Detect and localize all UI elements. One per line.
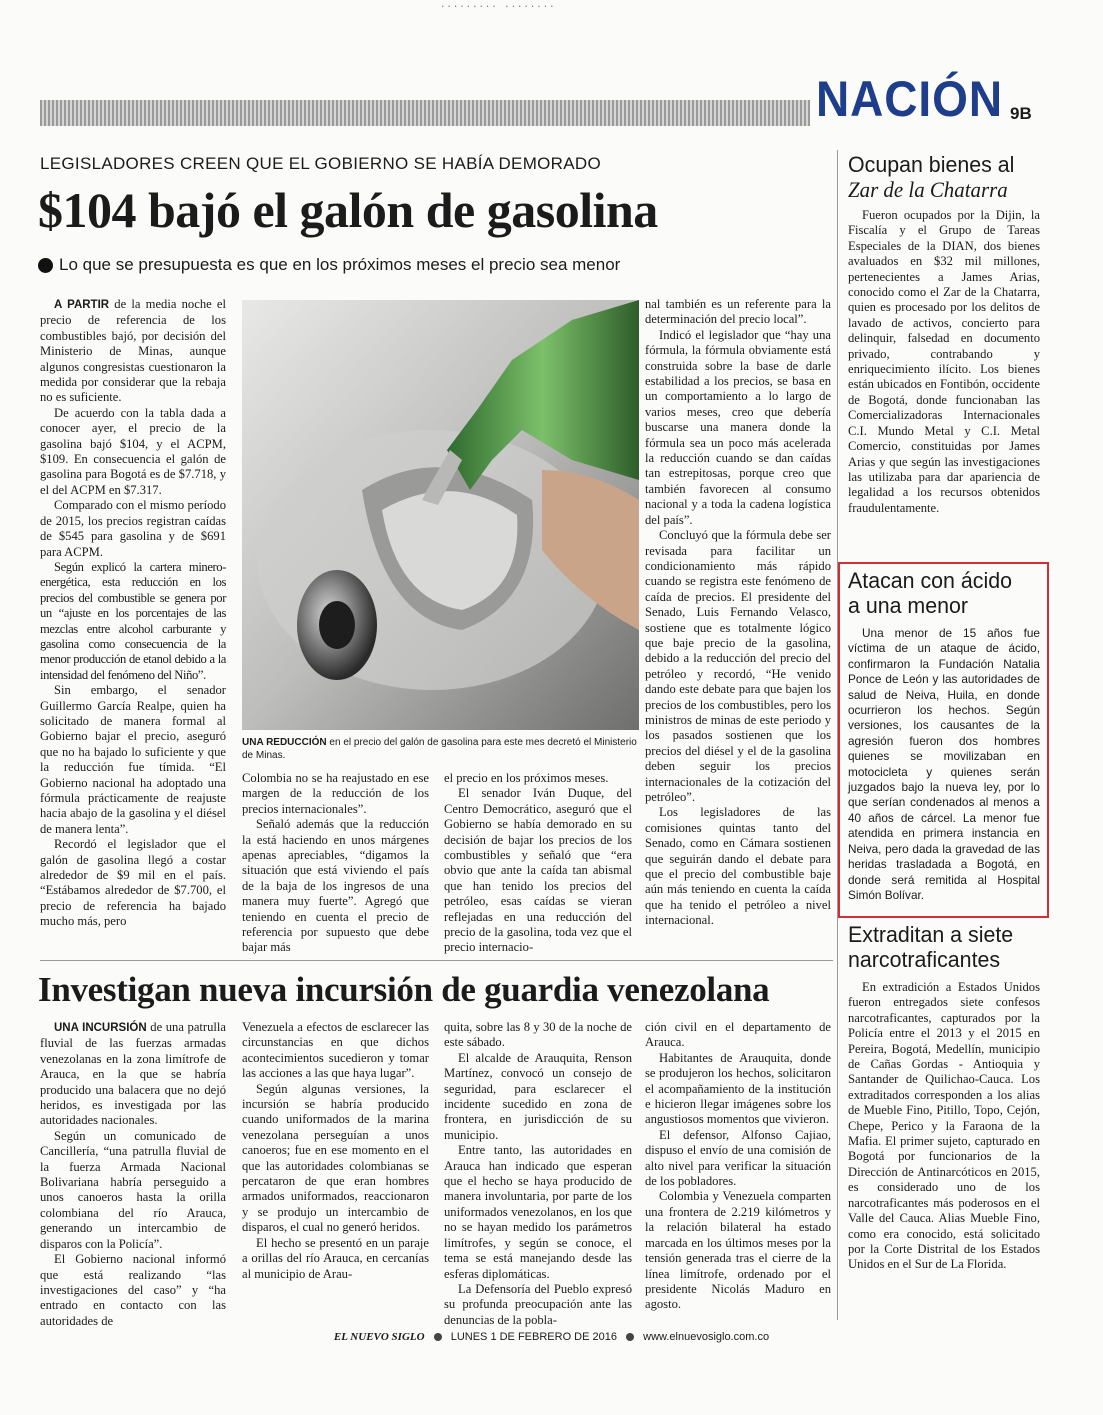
paragraph: De acuerdo con la tabla dada a conocer ayer, el precio de la gasolina bajó $104, y el ACPM, $109. En consecuencia el galón de gasolina para Bogotá es de $7.718, y el del ACPM en $7.317. xyxy=(40,405,226,497)
paragraph: ción civil en el departamento de Arauca. xyxy=(645,1020,831,1050)
paragraph: Una menor de 15 años fue víctima de un ataque de ácido, confirmaron la Fundación Natalia Ponce de León y las autoridades de salud de Neiva, Huila, en donde ocurrieron los hechos. Según versiones, los causantes de la agresión fueron dos hombres quienes se movilizaban en motocicleta y quienes serán juzgados bajo la nueva ley, por lo que serían condenados al menos a 40 años de cárcel. La menor fue atendida en primera instancia en Neiva, pero dada la gravedad de las heridas trasladada a Bogotá, en donde será remitida al Hospital Simón Bolívar. xyxy=(848,626,1040,902)
paragraph: de una patrulla fluvial de las fuerzas armadas venezolanas en la zona limítrofe de Arauca, en la que se habría producido una balacera que no dejó heridos, es investigada por las autoridades nacionales. xyxy=(40,1020,226,1128)
second-lead-word: UNA INCURSIÓN xyxy=(54,1022,147,1034)
brief-title-line: a una menor xyxy=(848,593,969,618)
paragraph: El defensor, Alfonso Cajiao, dispuso el envío de una comisión de alto nivel para verificar la situación de los pobladores. xyxy=(645,1127,831,1189)
second-headline: Investigan nueva incursión de guardia venezolana xyxy=(38,970,770,1009)
paragraph: El Gobierno nacional informó que está realizando “las investigaciones del caso” y “ha entrado en contacto con las autoridades de xyxy=(40,1252,226,1328)
paragraph: Colombia no se ha reajustado en ese margen de la reducción de los precios internacionales”. xyxy=(242,771,429,816)
dot-icon xyxy=(626,1333,634,1341)
main-column-2 xyxy=(242,771,429,956)
story-divider xyxy=(40,960,833,961)
brief-title-line: Zar de la Chatarra xyxy=(848,177,1008,202)
paragraph: En extradición a Estados Unidos fueron entregados siete confesos narcotraficantes, capturados por la Policía entre el 2013 y el 2015 en Pereira, Bogotá, Medellín, municipio de Cañas Gordas - Antioquia y Santander de Quilichao-Cauca. Los extraditados corresponden a los alias de Mueble Fino, Pitillo, Topo, Cejón, Chepe, Perico y la Faraona de la Mafia. El primer sujeto, capturado en Bogotá por funcionarios de la Dirección de Antinarcóticos en 2015, es considerado uno de los narcotraficantes más poderosos en el Valle del Cauca. Alias Mueble Fino, como era conocido, está solicitado por la Corte Distrital de los Estados Unidos en el Sur de La Florida. xyxy=(848,980,1040,1272)
photo-svg xyxy=(242,300,639,730)
second-column-1 xyxy=(40,1020,226,1329)
paragraph: Fueron ocupados por la Dijin, la Fiscalía y el Grupo de Tareas Especiales de la DIAN, dos bienes avaluados en $32 mil millones, pertenecientes a James Arias, conocido como el Zar de la Chatarra, quien es procesado por los delitos de lavado de activos, concierto para delinquir, falsedad en documento privado, contrabando y enriquecimiento ilícito. Los bienes están ubicados en Fontibón, occidente de Bogotá, donde funcionaban las Comercializadoras Internacionales C.I. Mundo Metal y C.I. Metal Comercio, constituidas por James Arias y que según las investigaciones las utilizaba para dar apariencia de legalidad a los recursos obtenidos fraudulentamente. xyxy=(848,208,1041,515)
paragraph: Según un comunicado de Cancillería, “una patrulla fluvial de la fuerza Armada Nacional Bolivariana habría perseguido a unos canoeros hasta la orilla colombiana del río Arauca, generando un intercambio de disparos con la Policía”. xyxy=(40,1128,226,1251)
brief-body xyxy=(848,208,1040,516)
main-column-3 xyxy=(444,771,632,956)
brief-title xyxy=(848,568,1030,618)
paragraph: Comparado con el mismo período de 2015, los precios registran caídas de $545 para gasolina y de $691 para ACPM. xyxy=(40,498,226,559)
brief-title xyxy=(848,152,1030,202)
black-dot-icon xyxy=(38,258,53,273)
main-headline: $104 bajó el galón de gasolina xyxy=(38,182,658,238)
section-title: NACIÓN xyxy=(816,71,1003,127)
brief-body xyxy=(848,980,1040,1273)
paragraph: quita, sobre las 8 y 30 de la noche de este sábado. xyxy=(444,1020,632,1050)
paragraph: nal también es un referente para la determinación del precio local”. xyxy=(645,297,831,327)
footer-url[interactable]: www.elnuevosiglo.com.co xyxy=(643,1331,770,1343)
page-footer xyxy=(0,1331,1103,1343)
paragraph: Recordó el legislador que el galón de gasolina llegó a costar alrededor de $9 mil en el país. “Estábamos alrededor de $7.700, el precio de referencia ha bajado mucho más, pero xyxy=(40,837,226,929)
main-column-4 xyxy=(645,297,831,929)
paragraph: La Defensoría del Pueblo expresó su profunda preocupación ante las denuncias de la pobla- xyxy=(444,1281,632,1327)
photo-caption xyxy=(242,736,639,762)
brief-ataque-acido xyxy=(848,568,1040,903)
brief-title-line: Atacan con ácido xyxy=(848,568,1012,593)
paragraph: Según algunas versiones, la incursión se habría producido cuando uniformados de la marina venezolana perseguían a unos canoeros; fue en ese momento en el que las autoridades colombianas se percataron de que eran hombres armados uniformados, reaccionaron y se produjo un intercambio de disparos, el cual no generó heridos. xyxy=(242,1081,429,1235)
paragraph: El senador Iván Duque, del Centro Democrático, aseguró que el Gobierno se había demorado en su decisión de bajar los precios de los combustibles y señaló que “era obvio que ante la caída tan abismal que han tenido los precios del petróleo, esas caídas se vieran reflejadas en una reducción del precio de la gasolina, toda vez que el precio internacio- xyxy=(444,786,632,955)
caption-text: en el precio del galón de gasolina para este mes decretó el Ministerio de Minas. xyxy=(242,737,637,761)
paragraph: de la media noche el precio de referencia de los combustibles bajó, por decisión del Ministerio de Minas, aunque algunos congresistas cuestionaron la medida por considerar que la rebaja no es suficiente. xyxy=(40,297,226,405)
second-column-2 xyxy=(242,1020,429,1282)
main-kicker: LEGISLADORES CREEN QUE EL GOBIERNO SE HABÍA DEMORADO xyxy=(40,154,601,173)
brief-title xyxy=(848,922,1030,972)
paragraph: Según explicó la cartera minero-energética, esta reducción en los precios del combustible se genera por un “ajuste en los porcentajes de las mezclas entre alcohol carburante y gasolina como consecuencia de la menor producción de etanol debido a la intensidad del fenómeno del Niño”. xyxy=(40,559,226,682)
main-subhead xyxy=(38,255,620,275)
dot-icon xyxy=(434,1333,442,1341)
paragraph: Los legisladores de las comisiones quintas tanto del Senado, como en Cámara sostienen que seguirán dando el debate para que el precio del combustible baje aún más teniendo en cuenta la caída que ha tenido el petróleo a nivel internacional. xyxy=(645,805,831,928)
newspaper-logo: EL NUEVO SIGLO xyxy=(333,1331,425,1343)
page-number: 9B xyxy=(1010,104,1032,123)
main-column-1 xyxy=(40,297,226,930)
page-top-fragment: ......... ........ xyxy=(440,0,556,10)
second-column-3 xyxy=(444,1020,632,1328)
paragraph: Habitantes de Arauquita, donde se produjeron los hechos, solicitaron el acompañamiento de la institución e hicieron llegar imágenes sobre los angustiosos momentos que vivieron. xyxy=(645,1050,831,1127)
brief-title-line: Extraditan a siete xyxy=(848,922,1014,947)
brief-body xyxy=(848,626,1040,903)
second-column-4 xyxy=(645,1020,831,1313)
paragraph: El hecho se presentó en un paraje a orillas del río Arauca, en cercanías al municipio de Arau- xyxy=(242,1235,429,1281)
paragraph: el precio en los próximos meses. xyxy=(444,771,609,785)
paragraph: Señaló además que la reducción la está haciendo en unos márgenes apenas apreciables, “digamos la situación que está viviendo el país de la baja de los ingresos de una manera muy fuerte”. Agregó que teniendo en cuenta el precio de referencia por supuesto que debe bajar más xyxy=(242,817,429,955)
footer-date: LUNES 1 DE FEBRERO DE 2016 xyxy=(450,1331,617,1343)
fuel-nozzle-photo xyxy=(242,300,639,730)
paragraph: Venezuela a efectos de esclarecer las circunstancias en que dichos acontecimientos sucedieron y tomar las acciones a las que haya lugar”. xyxy=(242,1020,429,1081)
paragraph: Sin embargo, el senador Guillermo García Realpe, quien ha solicitado de manera formal al Gobierno bajar el precio, aseguró que no ha bajado lo suficiente y que la reducción fue tímida. “El Gobierno nacional ha adoptado una fórmula prácticamente de reajuste hacia abajo de la gasolina y el diésel de manera lenta”. xyxy=(40,683,226,836)
paragraph: El alcalde de Arauquita, Renson Martínez, convocó un consejo de seguridad, para esclarecer el incidente sucedido en zona de frontera, en jurisdicción de su municipio. xyxy=(444,1050,632,1142)
paragraph: Indicó el legislador que “hay una fórmula, la fórmula obviamente está construida sobre la base de darle estabilidad a los precios, se basa en un comportamiento a lo largo de varios meses, creo que debería buscarse una manera donde la fórmula sea un poco más acelerada la reducción cuando se dan caídas tan estrepitosas, porque creo que también favorecen al consumo nacional y a toda la cadena logística del país”. xyxy=(645,327,831,527)
caption-lead: UNA REDUCCIÓN xyxy=(242,737,327,748)
brief-title-line: Ocupan bienes al xyxy=(848,152,1015,177)
paragraph: Entre tanto, las autoridades en Arauca han indicado que esperan que el hecho se haya producido de manera involuntaria, por parte de los uniformados venezolanos, en los que no se hayan medido los parámetros limítrofes, y según se conoce, el tema se está manejando desde las esferas diplomáticas. xyxy=(444,1143,632,1281)
main-lead-word: A PARTIR xyxy=(54,299,110,311)
brief-extradicion xyxy=(848,922,1040,1273)
brief-zar-chatarra xyxy=(848,152,1040,516)
header-rule-bar xyxy=(40,100,810,126)
paragraph: Colombia y Venezuela comparten una frontera de 2.219 kilómetros y la relación bilateral ha estado marcada en los últimos meses por la tensión generada tras el cierre de la línea limítrofe, ordenado por el presidente Nicolás Maduro en agosto. xyxy=(645,1189,831,1312)
brief-title-line: narcotraficantes xyxy=(848,947,1001,972)
paragraph: Concluyó que la fórmula debe ser revisada para facilitar un condicionamiento más rápido cuando se registra este fenómeno de caída de precios. El presidente del Senado, Luis Fernando Velasco, sostiene que es totalmente lógico que baje precio de la gasolina, debido a la reducción del precio del petróleo y recordó, “He venido dando este debate para que bajen los precios de los combustibles, pero los ministros de minas de este periodo y los pasados sostienen que los precios del diésel y el de la gasolina deben seguir los precios internacionales de la cotización del petróleo”. xyxy=(645,528,831,804)
subhead-text: Lo que se presupuesta es que en los próximos meses el precio sea menor xyxy=(59,255,621,274)
